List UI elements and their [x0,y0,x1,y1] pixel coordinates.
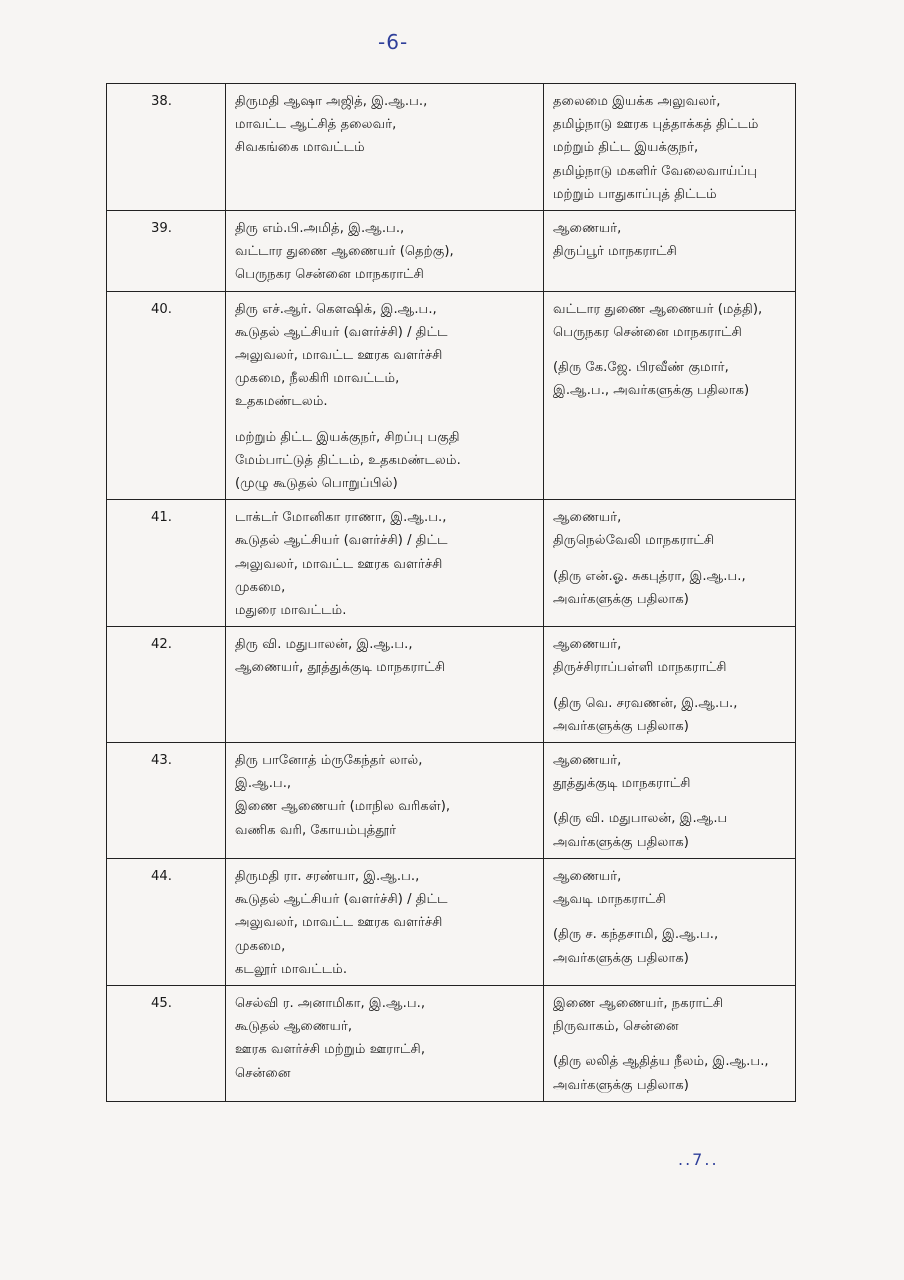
to-line: தலைமை இயக்க அலுவலர், [553,94,721,109]
serial-number: 39. [107,211,226,292]
current-posting-cell [226,211,544,292]
new-posting-cell [544,985,796,1101]
to-line: ஆணையர், [553,637,622,653]
to-line: திருச்சிராப்பள்ளி மாநகராட்சி [553,660,727,676]
from-line: திரு வி. மதுபாலன், இ.ஆ.ப., [235,637,413,653]
to-line: ஆவடி மாநகராட்சி [553,892,666,908]
new-posting-cell [544,858,796,985]
to-extra-line: அவர்களுக்கு பதிலாக) [553,950,689,966]
paragraph-gap [553,680,787,692]
paragraph-gap [553,1038,787,1050]
from-line: கூடுதல் ஆட்சியர் (வளர்ச்சி) / திட்ட [235,324,448,340]
next-page-marker: ..7.. [678,1150,719,1169]
paragraph-gap [235,414,535,426]
to-line: இணை ஆணையர், நகராட்சி [553,995,724,1011]
current-posting-cell [226,627,544,743]
to-extra-line: அவர்களுக்கு பதிலாக) [553,591,689,607]
to-line: ஆணையர், [553,753,622,769]
from-line: ஊரக வளர்ச்சி மற்றும் ஊராட்சி, [235,1042,426,1058]
to-line: பெருநகர சென்னை மாநகராட்சி [553,324,742,340]
to-extra-line: இ.ஆ.ப., அவர்களுக்கு பதிலாக) [553,383,750,399]
from-line: திரு எம்.பி.அமித், இ.ஆ.ப., [235,221,405,237]
to-line: நிருவாகம், சென்னை [553,1019,679,1035]
from-line: முகமை, [235,579,286,595]
from-extra-line: (முழு கூடுதல் பொறுப்பில்) [235,476,398,492]
from-line: உதகமண்டலம். [235,394,328,410]
to-extra-line: அவர்களுக்கு பதிலாக) [553,1077,689,1093]
new-posting-cell [544,743,796,859]
transfer-table-body [107,84,796,1102]
paragraph-gap [553,911,787,923]
serial-number: 40. [107,291,226,500]
new-posting-cell [544,291,796,500]
serial-number: 38. [107,84,226,211]
from-line: திருமதி ஆஷா அஜித், இ.ஆ.ப., [235,94,428,109]
new-posting-cell [544,211,796,292]
to-extra-line: (திரு லலித் ஆதித்ய நீலம், இ.ஆ.ப., [553,1054,769,1070]
page-number: -6- [378,30,409,54]
new-posting-cell [544,500,796,627]
transfer-table [106,83,796,1102]
table-row [107,500,796,627]
from-line: சென்னை [235,1065,291,1081]
serial-number: 43. [107,743,226,859]
to-line: திருப்பூர் மாநகராட்சி [553,244,677,260]
from-line: அலுவலர், மாவட்ட ஊரக வளர்ச்சி [235,348,443,364]
to-line: தமிழ்நாடு ஊரக புத்தாக்கத் திட்டம் [553,117,759,133]
table-row [107,627,796,743]
from-extra-line: மற்றும் திட்ட இயக்குநர், சிறப்பு பகுதி [235,429,460,445]
to-line: தூத்துக்குடி மாநகராட்சி [553,776,691,792]
from-line: கடலூர் மாவட்டம். [235,961,348,977]
from-line: டாக்டர் மோனிகா ராணா, இ.ஆ.ப., [235,510,447,526]
from-extra-line: மேம்பாட்டுத் திட்டம், உதகமண்டலம். [235,452,461,468]
table-row [107,743,796,859]
from-line: கூடுதல் ஆணையர், [235,1019,353,1035]
table-row [107,291,796,500]
serial-number: 42. [107,627,226,743]
from-line: மாவட்ட ஆட்சித் தலைவர், [235,117,397,133]
serial-number: 41. [107,500,226,627]
to-extra-line: (திரு ச. கந்தசாமி, இ.ஆ.ப., [553,927,719,943]
to-extra-line: அவர்களுக்கு பதிலாக) [553,718,689,734]
from-line: செல்வி ர. அனாமிகா, இ.ஆ.ப., [235,995,426,1011]
to-line: வட்டார துணை ஆணையர் (மத்தி), [553,301,763,317]
to-extra-line: (திரு வி. மதுபாலன், இ.ஆ.ப [553,811,728,827]
from-line: வணிக வரி, கோயம்புத்தூர் [235,822,397,838]
to-line: மற்றும் திட்ட இயக்குநர், [553,140,699,156]
current-posting-cell [226,500,544,627]
from-line: மதுரை மாவட்டம். [235,603,347,619]
from-line: முகமை, [235,938,286,954]
current-posting-cell [226,291,544,500]
paragraph-gap [553,344,787,356]
to-extra-line: (திரு கே.ஜே. பிரவீண் குமார், [553,360,729,376]
from-line: வட்டார துணை ஆணையர் (தெற்கு), [235,244,454,260]
new-posting-cell [544,84,796,211]
from-line: திருமதி ரா. சரண்யா, இ.ஆ.ப., [235,868,420,884]
to-line: தமிழ்நாடு மகளிர் வேலைவாய்ப்பு [553,163,758,179]
table-row [107,985,796,1101]
paragraph-gap [553,795,787,807]
from-line: கூடுதல் ஆட்சியர் (வளர்ச்சி) / திட்ட [235,892,448,908]
to-line: ஆணையர், [553,868,622,884]
to-line: மற்றும் பாதுகாப்புத் திட்டம் [553,186,717,202]
from-line: அலுவலர், மாவட்ட ஊரக வளர்ச்சி [235,915,443,931]
table-row [107,211,796,292]
to-extra-line: (திரு வெ. சரவணன், இ.ஆ.ப., [553,695,738,711]
from-line: சிவகங்கை மாவட்டம் [235,140,365,156]
table-row [107,84,796,211]
serial-number: 44. [107,858,226,985]
to-line: திருநெல்வேலி மாநகராட்சி [553,533,715,549]
to-line: ஆணையர், [553,510,622,526]
from-line: முகமை, நீலகிரி மாவட்டம், [235,371,400,387]
from-line: இணை ஆணையர் (மாநில வரிகள்), [235,799,451,815]
from-line: இ.ஆ.ப., [235,776,292,792]
table-row [107,858,796,985]
paragraph-gap [553,553,787,565]
from-line: கூடுதல் ஆட்சியர் (வளர்ச்சி) / திட்ட [235,533,448,549]
to-extra-line: (திரு என்.ஓ. சுகபுத்ரா, இ.ஆ.ப., [553,568,746,584]
from-line: திரு எச்.ஆர். கௌஷிக், இ.ஆ.ப., [235,301,437,317]
current-posting-cell [226,858,544,985]
current-posting-cell [226,985,544,1101]
from-line: பெருநகர சென்னை மாநகராட்சி [235,267,424,283]
serial-number: 45. [107,985,226,1101]
new-posting-cell [544,627,796,743]
from-line: திரு பானோத் ம்ருகேந்தர் லால், [235,753,423,769]
to-extra-line: அவர்களுக்கு பதிலாக) [553,834,689,850]
current-posting-cell [226,84,544,211]
from-line: ஆணையர், தூத்துக்குடி மாநகராட்சி [235,660,446,676]
current-posting-cell [226,743,544,859]
to-line: ஆணையர், [553,221,622,237]
from-line: அலுவலர், மாவட்ட ஊரக வளர்ச்சி [235,556,443,572]
